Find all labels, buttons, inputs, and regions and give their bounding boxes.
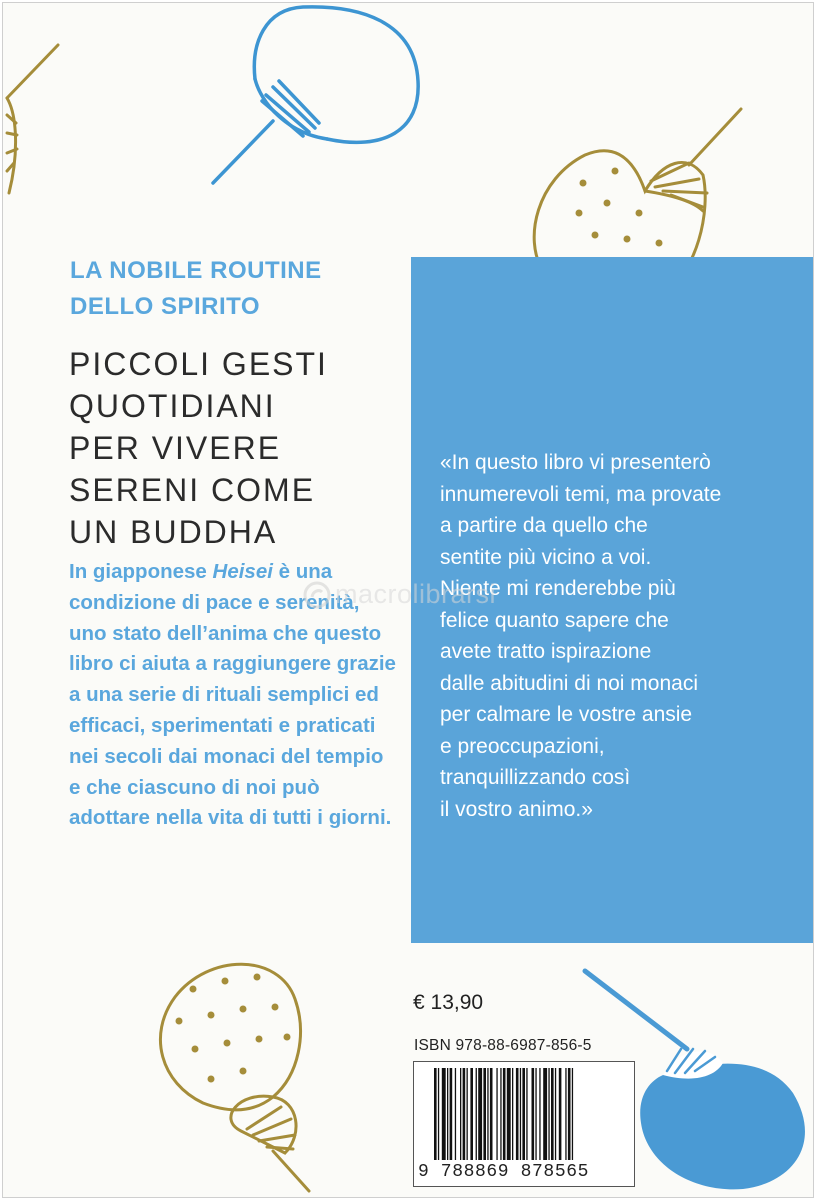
watermark-text: macrolibrarsi (335, 579, 497, 609)
subtitle-line-5: UN BUDDHA (69, 514, 278, 550)
quote-line-11: tranquillizzando così (440, 766, 631, 789)
quote-line-10: e preoccupazioni, (440, 734, 605, 758)
quote-line-5: Niente mi renderebbe più (440, 577, 676, 600)
barcode-number: 9 788869 878565 (418, 1162, 590, 1182)
section-heading (70, 253, 322, 325)
quote-line-8: dalle abitudini di noi monaci (440, 671, 698, 695)
price: € 13,90 (413, 991, 484, 1014)
fan-dotted-gold-bottom-dots (176, 974, 291, 1083)
author-quote (440, 447, 800, 825)
blurb-prefix: In giapponese (69, 560, 213, 583)
barcode-bars (434, 1068, 626, 1162)
fan-dotted-gold-bottom-icon (160, 964, 309, 1191)
fan-outline-blue-icon (213, 7, 418, 183)
subtitle-line-2: QUOTIDIANI (69, 388, 276, 424)
quote-line-1: «In questo libro vi presenterò (440, 451, 711, 474)
subtitle-line-3: PER VIVERE (69, 430, 282, 466)
quote-line-9: per calmare le vostre ansie (440, 703, 693, 726)
subtitle-line-1: PICCOLI GESTI (69, 346, 328, 382)
quote-line-12: il vostro animo.» (440, 797, 593, 821)
quote-line-4: sentite più vicino a voi. (440, 545, 652, 569)
subtitle-line-4: SERENI COME (69, 472, 316, 508)
blurb-body: è una condizione di pace e serenità, uno stato dell’anima che questo libro ci aiuta a raggiungere grazie a una serie di rituali semplici ed efficaci, sperimentati e praticati nei secoli dai monaci del tempio e che ciascuno di noi può adottare nella vita di tutti i giorni. (69, 560, 396, 830)
blurb-term: Heisei (212, 560, 273, 583)
section-heading-line-2: DELLO SPIRITO (70, 293, 261, 320)
description-blurb (69, 557, 399, 834)
quote-line-6: felice quanto sapere che (440, 608, 669, 632)
quote-line-2: innumerevoli temi, ma provate (440, 482, 722, 506)
isbn: ISBN 978-88-6987-856-5 (414, 1037, 592, 1054)
fan-partial-gold-icon (7, 45, 58, 193)
section-heading-line-1: LA NOBILE ROUTINE (70, 257, 322, 284)
book-back-cover (2, 2, 814, 1198)
subtitle (69, 343, 328, 553)
quote-line-3: a partire da quello che (440, 514, 648, 537)
barcode (413, 1061, 635, 1187)
quote-line-7: avete tratto ispirazione (440, 640, 652, 663)
